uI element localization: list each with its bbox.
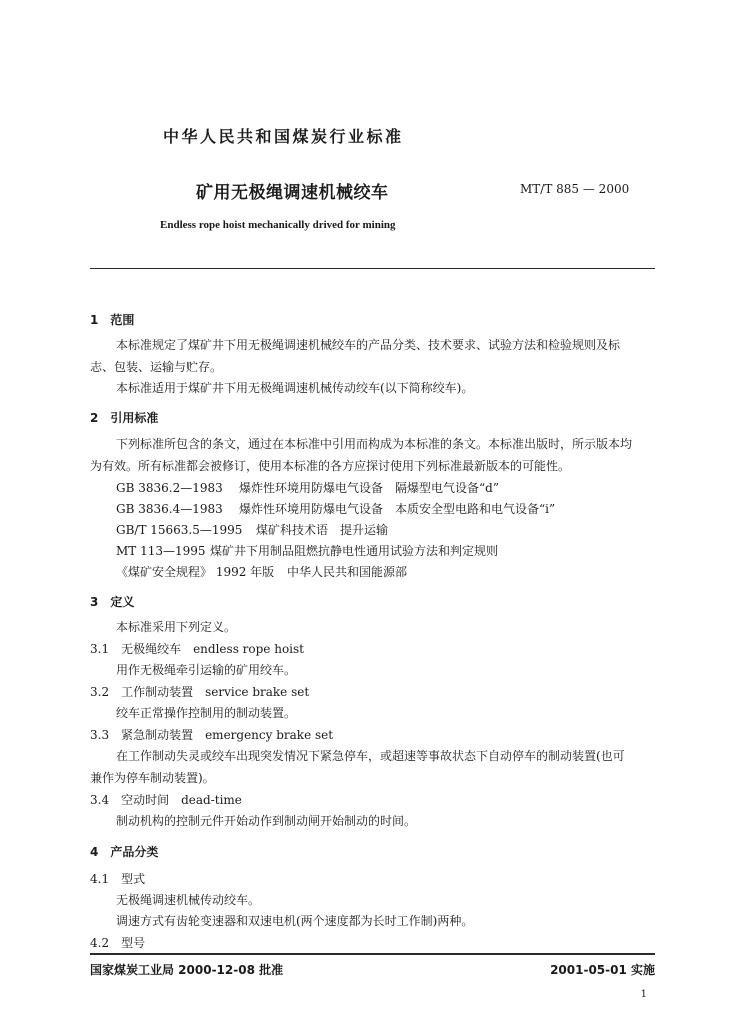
subsection-4-1-line-1: 无极绳调速机械传动绞车。 xyxy=(116,893,261,907)
section-1-paragraph-1-line-1: 本标准规定了煤矿井下用无极绳调速机械绞车的产品分类、技术要求、试验方法和检验规则及标 xyxy=(116,338,621,352)
footer-divider xyxy=(90,953,655,955)
document-title: 矿用无极绳调速机械绞车 xyxy=(196,183,389,203)
reference-code: 《煤矿安全规程》 1992 年版 xyxy=(116,565,275,579)
reference-code: GB/T 15663.5—1995 xyxy=(116,523,243,537)
document-number: MT/T 885 — 2000 xyxy=(520,182,630,196)
subsection-4-2-heading: 4.2 型号 xyxy=(90,936,146,950)
reference-code: GB 3836.4—1983 xyxy=(116,502,223,516)
section-1-paragraph-2: 本标准适用于煤矿井下用无极绳调速机械传动绞车(以下简称绞车)。 xyxy=(116,381,474,395)
reference-title: 爆炸性环境用防爆电气设备 本质安全型电路和电气设备“i” xyxy=(239,502,556,516)
definition-3-2-term: 3.2 工作制动装置 service brake set xyxy=(90,685,310,699)
standard-body-title: 中华人民共和国煤炭行业标准 xyxy=(163,127,404,146)
reference-code: MT 113—1995 xyxy=(116,544,206,558)
definition-3-1-text: 用作无极绳牵引运输的矿用绞车。 xyxy=(116,663,297,677)
page-number: 1 xyxy=(640,989,647,1000)
reference-title: 中华人民共和国能源部 xyxy=(287,565,408,579)
definition-3-4-text: 制动机构的控制元件开始动作到制动闸开始制动的时间。 xyxy=(116,814,417,828)
section-4-heading: 4 产品分类 xyxy=(90,845,159,859)
effective-date: 2001-05-01 实施 xyxy=(550,963,655,977)
definition-3-3-term: 3.3 紧急制动装置 emergency brake set xyxy=(90,728,334,742)
definition-3-3-text-line-2: 兼作为停车制动装置)。 xyxy=(90,771,215,785)
definition-3-3-text-line-1: 在工作制动失灵或绞车出现突发情况下紧急停车，或超速等事故状态下自动停车的制动装置(也可 xyxy=(116,749,625,763)
section-2-heading: 2 引用标准 xyxy=(90,411,159,425)
definition-3-1-term: 3.1 无极绳绞车 endless rope hoist xyxy=(90,642,304,656)
subsection-4-1-heading: 4.1 型式 xyxy=(90,872,146,886)
approval-date: 国家煤炭工业局 2000-12-08 批准 xyxy=(90,963,284,977)
reference-title: 煤矿井下用制品阻燃抗静电性通用试验方法和判定规则 xyxy=(210,544,499,558)
reference-title: 爆炸性环境用防爆电气设备 隔爆型电气设备“d” xyxy=(239,481,499,495)
english-title: Endless rope hoist mechanically drived for mining xyxy=(160,219,396,231)
reference-code: GB 3836.2—1983 xyxy=(116,481,223,495)
section-3-heading: 3 定义 xyxy=(90,595,135,609)
section-3-intro: 本标准采用下列定义。 xyxy=(116,620,237,634)
definition-3-2-text: 绞车正常操作控制用的制动装置。 xyxy=(116,706,297,720)
reference-title: 煤矿科技术语 提升运输 xyxy=(256,523,389,537)
definition-3-4-term: 3.4 空动时间 dead-time xyxy=(90,793,242,807)
section-2-paragraph-line-1: 下列标准所包含的条文，通过在本标准中引用而构成为本标准的条文。本标准出版时，所示版本均 xyxy=(116,437,633,451)
subsection-4-1-line-2: 调速方式有齿轮变速器和双速电机(两个速度都为长时工作制)两种。 xyxy=(116,914,474,928)
section-2-paragraph-line-2: 为有效。所有标准都会被修订，使用本标准的各方应探讨使用下列标准最新版本的可能性。 xyxy=(90,459,571,473)
section-1-heading: 1 范围 xyxy=(90,313,135,327)
section-1-paragraph-1-line-2: 志、包装、运输与贮存。 xyxy=(90,360,223,374)
header-divider xyxy=(90,268,655,269)
